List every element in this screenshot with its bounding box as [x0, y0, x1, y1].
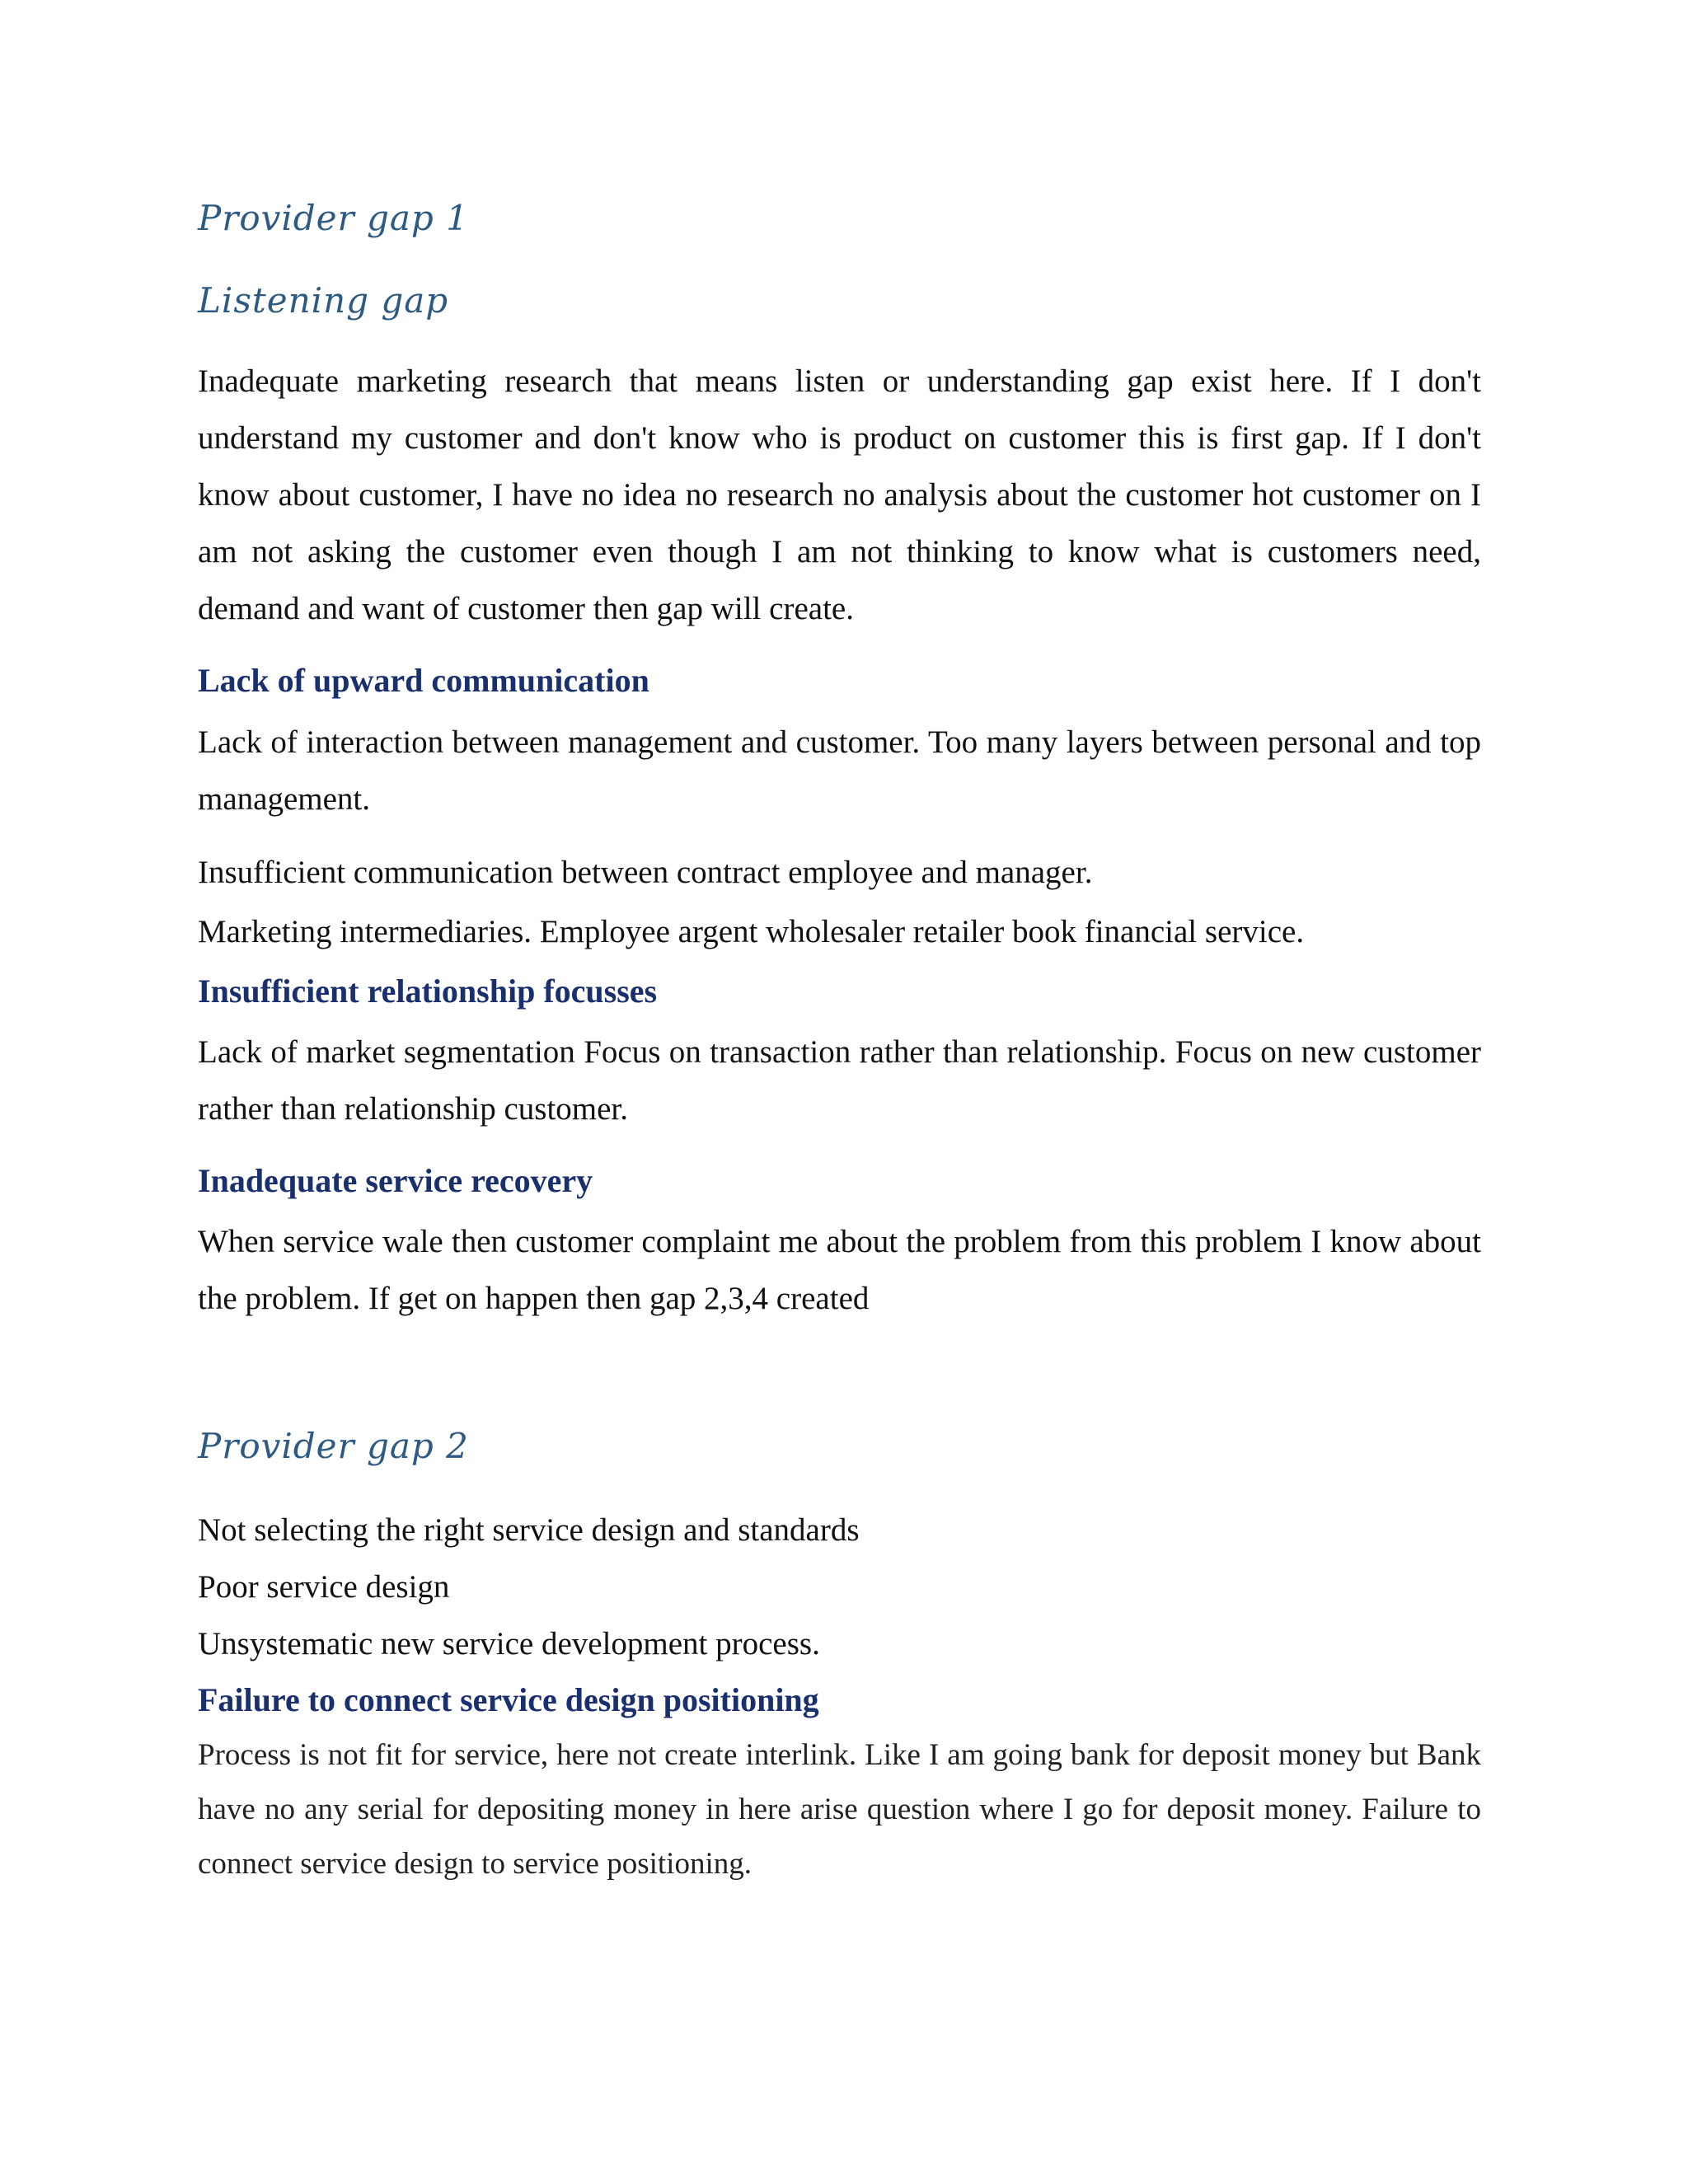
service-design-standards-line: Not selecting the right service design and standards — [198, 1512, 860, 1548]
provider-gap-1-heading: Provider gap 1 — [198, 198, 469, 238]
lack-of-upward-communication-heading: Lack of upward communication — [198, 662, 649, 699]
insufficient-relationship-focusses-heading: Insufficient relationship focusses — [198, 972, 658, 1010]
provider-gap-2-heading: Provider gap 2 — [198, 1426, 469, 1466]
upward-communication-paragraph: Lack of interaction between management and customer. Too many layers between personal and top management. — [198, 724, 1481, 817]
poor-service-design-line: Poor service design — [198, 1569, 450, 1605]
listening-gap-paragraph: Inadequate marketing research that means listen or understanding gap exist here. If I don't understand my customer and don't know who is product on customer this is first gap. If I don't know about customer, I have no idea no research no analysis about the customer hot customer on I am not asking the customer even though I am not thinking to know what is customers need, demand and want of customer then gap will create. — [198, 363, 1481, 626]
inadequate-service-recovery-heading: Inadequate service recovery — [198, 1162, 593, 1199]
unsystematic-development-line: Unsystematic new service development process. — [198, 1626, 820, 1661]
service-recovery-paragraph: When service wale then customer complaint me about the problem from this problem I know about the problem. If get on happen then gap 2,3,4 created — [198, 1224, 1481, 1316]
failure-to-connect-heading: Failure to connect service design positioning — [198, 1681, 819, 1718]
insufficient-communication-line: Insufficient communication between contract employee and manager. — [198, 855, 1093, 890]
listening-gap-heading: Listening gap — [198, 280, 449, 321]
service-positioning-paragraph: Process is not fit for service, here not create interlink. Like I am going bank for deposit money but Bank have no any serial for depositing money in here arise question where I go for deposit money. Failure to connect service design to service positioning. — [198, 1738, 1481, 1881]
marketing-intermediaries-line: Marketing intermediaries. Employee argent wholesaler retailer book financial service. — [198, 914, 1305, 949]
relationship-focus-paragraph: Lack of market segmentation Focus on transaction rather than relationship. Focus on new customer rather than relationship customer. — [198, 1034, 1481, 1127]
